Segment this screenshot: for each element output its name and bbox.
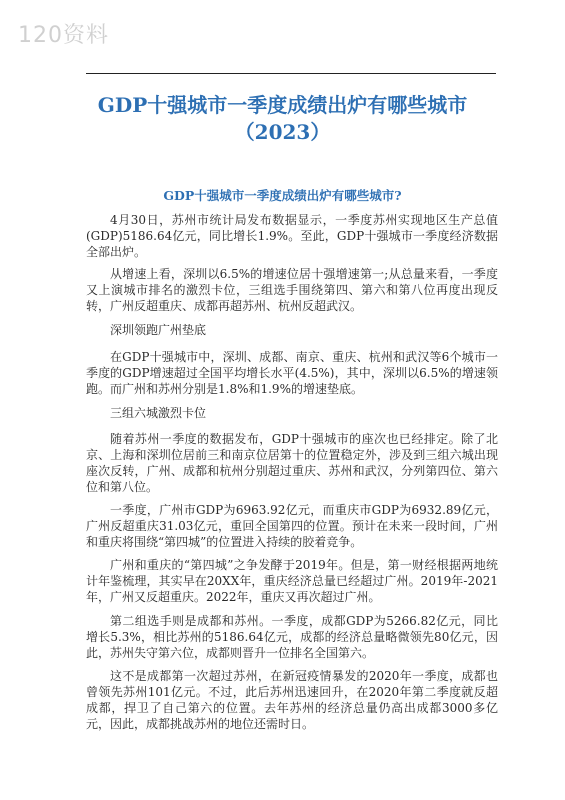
section-heading: 深圳领跑广州垫底 <box>110 323 207 337</box>
header-rule <box>86 73 496 74</box>
section-heading: 三组六城激烈卡位 <box>110 406 207 420</box>
paragraph: 这不是成都第一次超过苏州，在新冠疫情暴发的2020年一季度，成都也曾领先苏州101亿元。不过，此后苏州迅速回升，在2020年第二季度就反超成都，捍卫了自己第六的位置。去年苏州的经济总量仍高出成都3000多亿元，因此，成都挑战苏州的地位还需时日。 <box>86 669 498 731</box>
paragraph: 第二组选手则是成都和苏州。一季度，成都GDP为5266.82亿元，同比增长5.3%，相比苏州的5186.64亿元，成都的经济总量略微领先80亿元，因此，苏州失守第六位，成都则晋升一位排名全国第六。 <box>86 614 498 660</box>
subtitle: GDP十强城市一季度成绩出炉有哪些城市? <box>163 188 402 203</box>
paragraph: 在GDP十强城市中，深圳、成都、南京、重庆、杭州和武汉等6个城市一季度的GDP增速超过全国平均增长水平(4.5%)，其中，深圳以6.5%的增速领跑。而广州和苏州分别是1.8%和1.9%的增速垫底。 <box>86 350 498 396</box>
watermark: 120资料 <box>18 23 109 48</box>
page-title <box>60 92 505 146</box>
paragraph: 4月30日，苏州市统计局发布数据显示，一季度苏州实现地区生产总值(GDP)5186.64亿元，同比增长1.9%。至此，GDP十强城市一季度经济数据全部出炉。 <box>86 213 498 259</box>
paragraph: 一季度，广州市GDP为6963.92亿元，而重庆市GDP为6932.89亿元，广州反超重庆31.03亿元，重回全国第四的位置。预计在未来一段时间，广州和重庆将围绕“第四城”的位置进入持续的胶着竞争。 <box>86 503 498 549</box>
paragraph: 随着苏州一季度的数据发布，GDP十强城市的座次也已经排定。除了北京、上海和深圳位居前三和南京位居第十的位置稳定外，涉及到三组六城出现座次反转，广州、成都和杭州分别超过重庆、苏州和武汉，分列第四位、第六位和第八位。 <box>86 432 498 494</box>
title-line-2: （2023） <box>234 120 331 144</box>
paragraph: 从增速上看，深圳以6.5%的增速位居十强增速第一;从总量来看，一季度又上演城市排名的激烈卡位，三组选手围绕第四、第六和第八位再度出现反转，广州反超重庆、成都再超苏州、杭州反超武汉。 <box>86 267 498 313</box>
paragraph: 广州和重庆的“第四城”之争发酵于2019年。但是，第一财经根据两地统计年鉴梳理，其实早在20XX年，重庆经济总量已经超过广州。2019年-2021年，广州又反超重庆。2022年，重庆又再次超过广州。 <box>86 558 498 604</box>
title-line-1: GDP十强城市一季度成绩出炉有哪些城市 <box>97 93 468 117</box>
